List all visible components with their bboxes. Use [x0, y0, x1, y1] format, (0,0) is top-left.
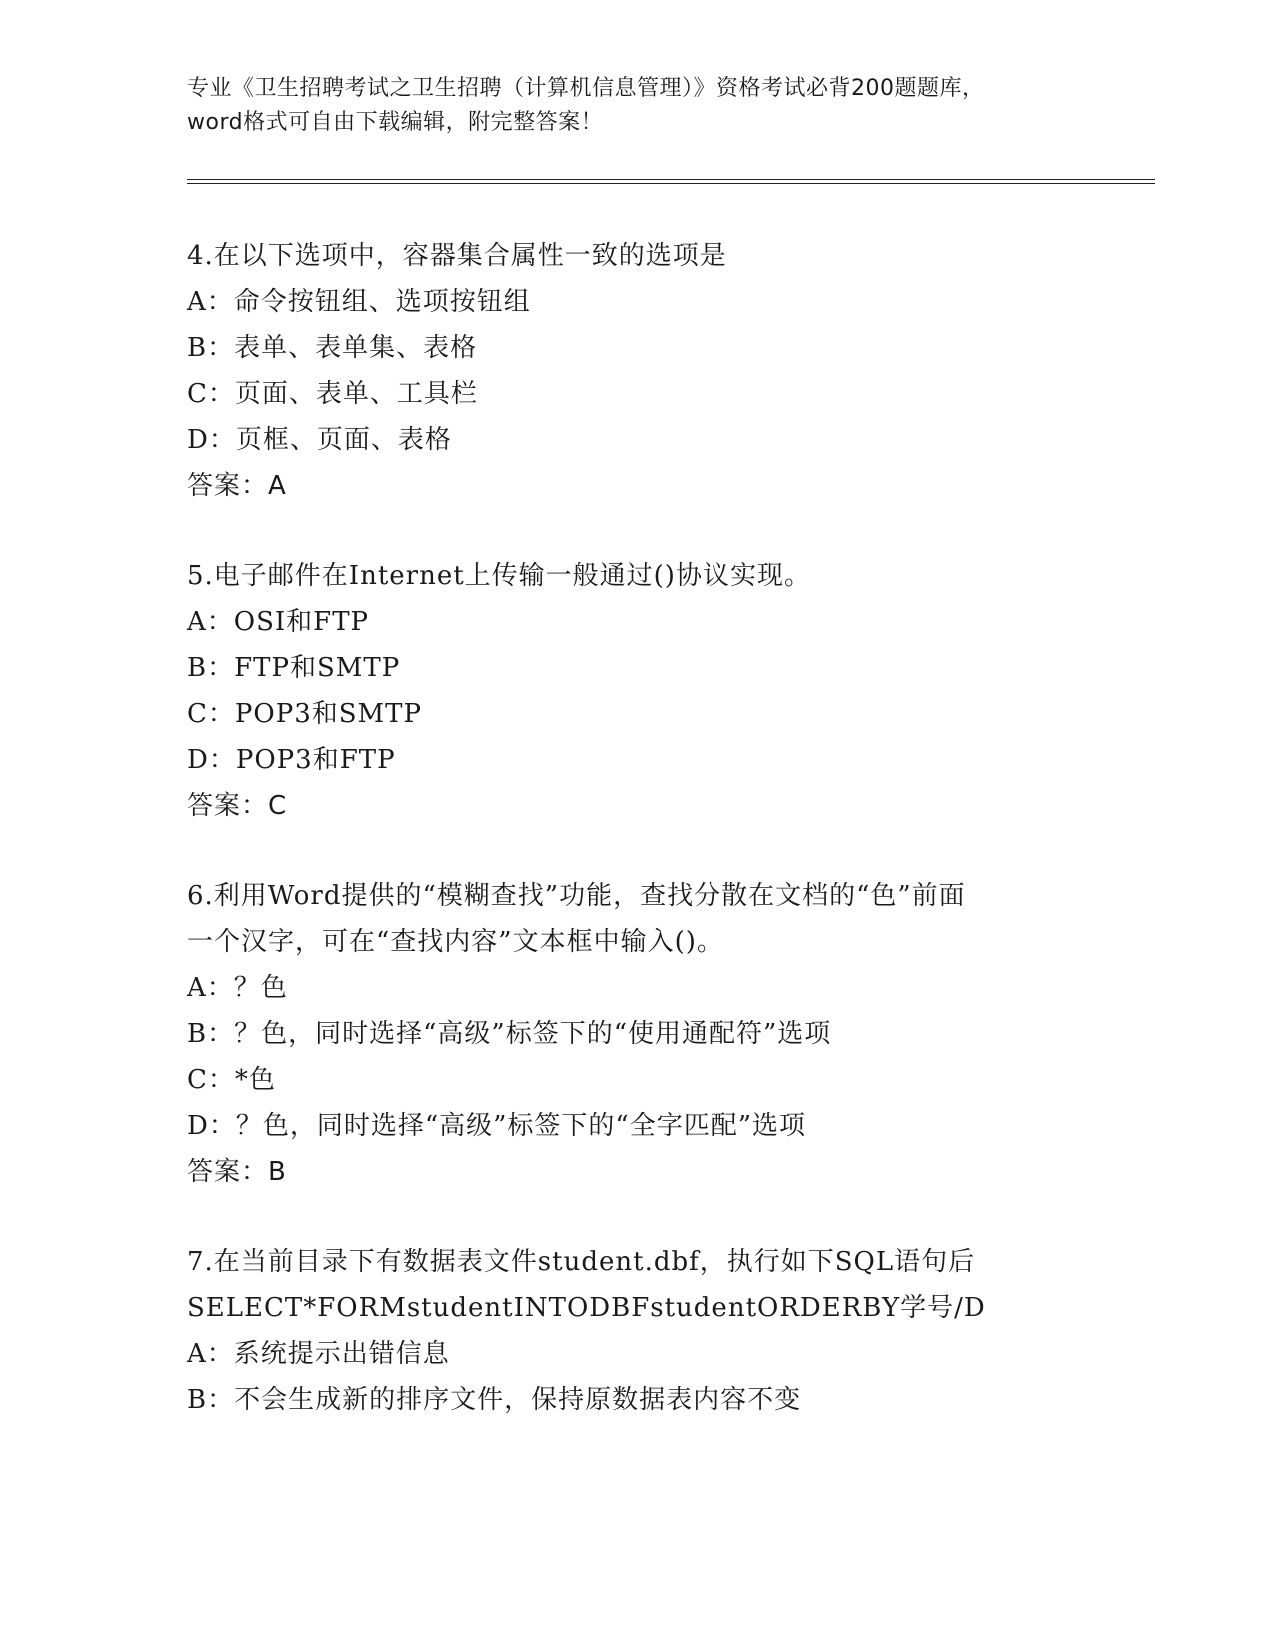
option-c: C：*色	[187, 1065, 276, 1095]
option-b: B：FTP和SMTP	[187, 653, 401, 683]
option-c: C：POP3和SMTP	[187, 699, 423, 729]
option-a: A：OSI和FTP	[187, 607, 370, 637]
question-stem-line-1: 7.在当前目录下有数据表文件student.dbf，执行如下SQL语句后	[187, 1247, 976, 1277]
question-5	[187, 553, 1087, 829]
answer-label: 答案：C	[187, 791, 288, 821]
header-line-2: word格式可自由下载编辑，附完整答案！	[187, 110, 604, 135]
option-b: B：表单、表单集、表格	[187, 333, 478, 363]
question-stem-line-1: 6.利用Word提供的“模糊查找”功能，查找分散在文档的“色”前面	[187, 881, 966, 911]
header-divider-top	[187, 179, 1155, 180]
option-a: A：？色	[187, 973, 288, 1003]
option-d: D：？色，同时选择“高级”标签下的“全字匹配”选项	[187, 1111, 807, 1141]
option-b: B：？色，同时选择“高级”标签下的“使用通配符”选项	[187, 1019, 832, 1049]
option-a: A：命令按钮组、选项按钮组	[187, 287, 531, 317]
question-stem: 5.电子邮件在Internet上传输一般通过()协议实现。	[187, 561, 811, 591]
question-6	[187, 873, 1087, 1195]
header-divider-bottom	[187, 183, 1155, 184]
header-line-1: 专业《卫生招聘考试之卫生招聘（计算机信息管理）》资格考试必背200题题库，	[187, 76, 985, 101]
question-4	[187, 233, 1087, 509]
option-c: C：页面、表单、工具栏	[187, 379, 478, 409]
answer-label: 答案：B	[187, 1157, 287, 1187]
document-header	[187, 72, 1087, 140]
question-stem-line-2: 一个汉字，可在“查找内容”文本框中输入()。	[187, 927, 724, 957]
answer-label: 答案：A	[187, 471, 287, 501]
question-7	[187, 1239, 1087, 1423]
option-d: D：页框、页面、表格	[187, 425, 452, 455]
option-a: A：系统提示出错信息	[187, 1339, 450, 1369]
question-stem-line-2: SELECT*FORMstudentINTODBFstudentORDERBY学号/D	[187, 1293, 986, 1323]
option-b: B：不会生成新的排序文件，保持原数据表内容不变	[187, 1385, 802, 1415]
option-d: D：POP3和FTP	[187, 745, 396, 775]
question-stem: 4.在以下选项中，容器集合属性一致的选项是	[187, 241, 727, 271]
